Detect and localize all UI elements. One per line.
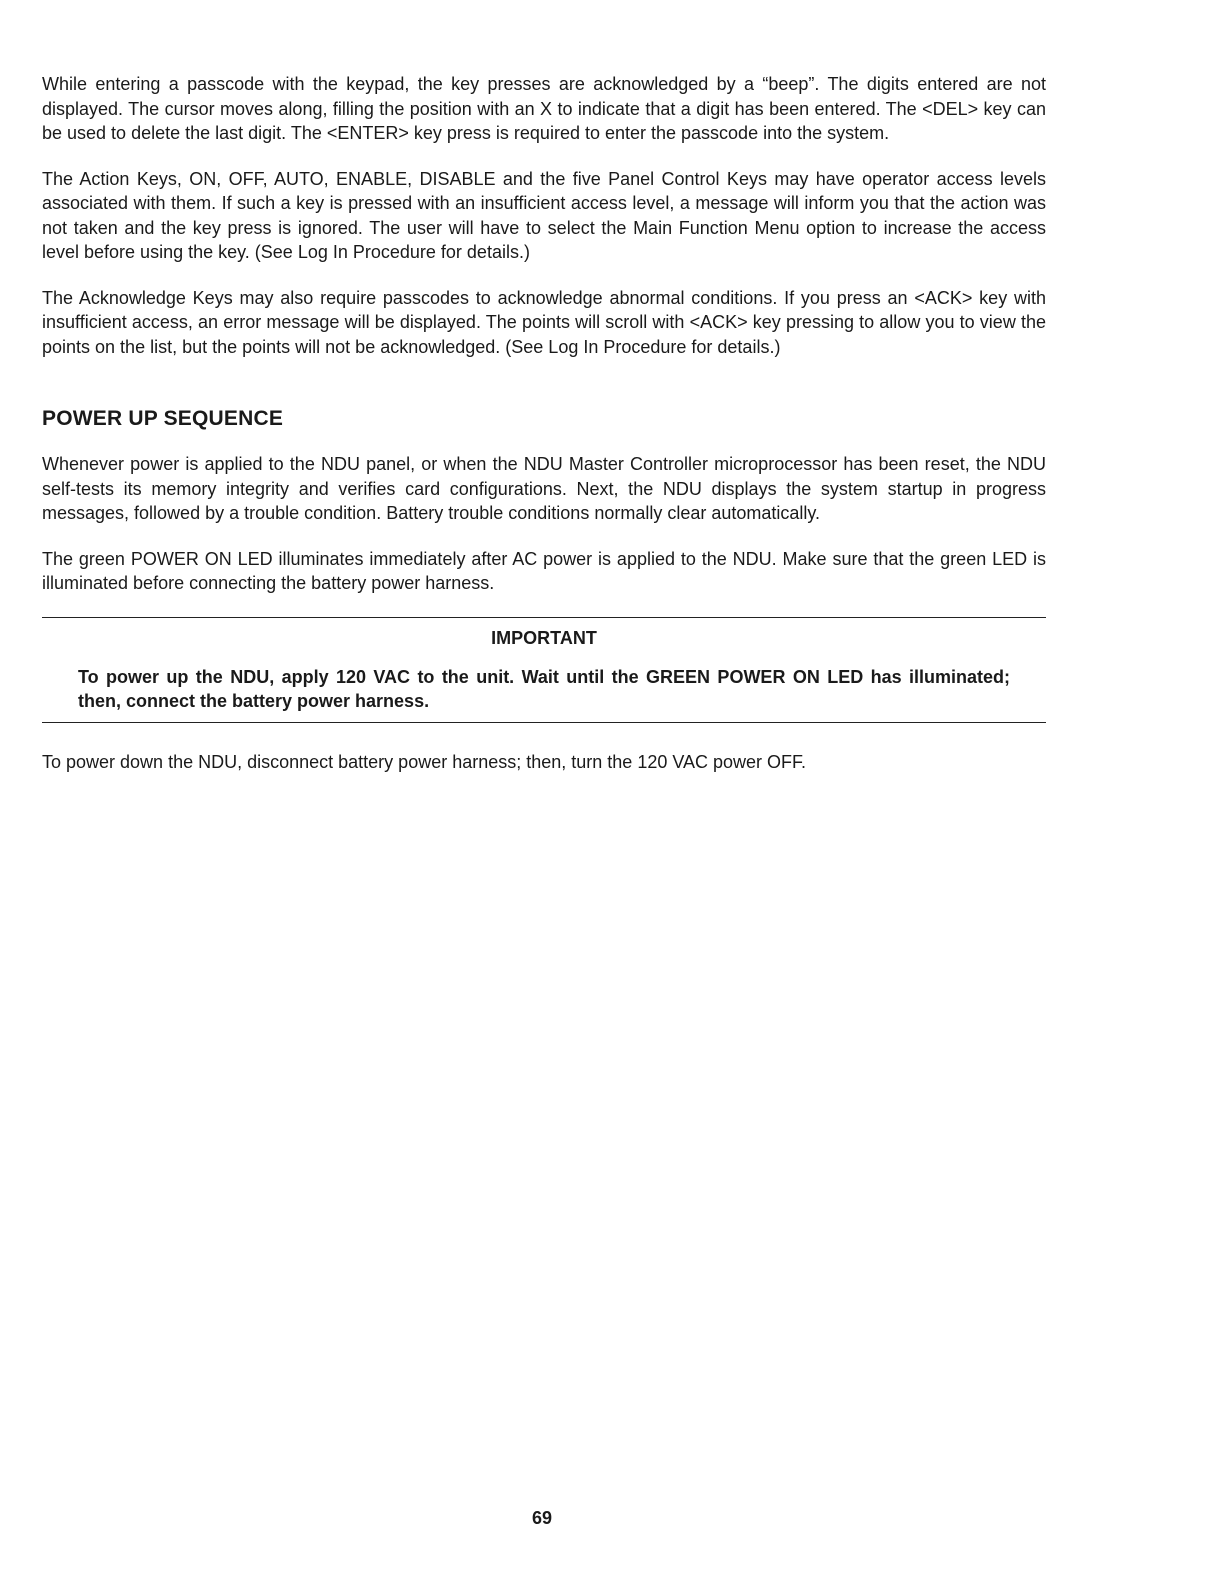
power-up-heading: POWER UP SEQUENCE	[42, 407, 284, 430]
page-number: 69	[531, 1508, 553, 1528]
important-notice	[42, 617, 1046, 723]
important-title: IMPORTANT	[491, 627, 597, 648]
document-page	[42, 72, 1046, 774]
acknowledge-keys-paragraph: The Acknowledge Keys may also require passcodes to acknowledge abnormal conditions. If you press an <ACK> key with insufficient access, an error message will be displayed. The points will scroll with <ACK> key pressing to allow you to view the points on the list, but the points will not be acknowledged. (See Log In Procedure for details.)	[42, 287, 1046, 357]
action-keys-paragraph: The Action Keys, ON, OFF, AUTO, ENABLE, DISABLE and the five Panel Control Keys may have operator access levels associated with them. If such a key is pressed with an insufficient access level, a message will inform you that the action was not taken and the key press is ignored. The user will have to select the Main Function Menu option to increase the access level before using the key. (See Log In Procedure for details.)	[42, 168, 1046, 262]
passcode-entry-paragraph: While entering a passcode with the keypad, the key presses are acknowledged by a “beep”. The digits entered are not displayed. The cursor moves along, filling the position with an X to indicate that a digit has been entered. The <DEL> key can be used to delete the last digit. The <ENTER> key press is required to enter the passcode into the system.	[42, 74, 1046, 143]
power-down-paragraph: To power down the NDU, disconnect battery power harness; then, turn the 120 VAC power OFF.	[42, 751, 807, 772]
power-up-paragraph: Whenever power is applied to the NDU panel, or when the NDU Master Controller microprocessor has been reset, the NDU self-tests its memory integrity and verifies card configurations. Next, the NDU displays the system startup in progress messages, followed by a trouble condition. Battery trouble conditions normally clear automatically.	[42, 454, 1046, 523]
power-led-paragraph: The green POWER ON LED illuminates immediately after AC power is applied to the NDU. Make sure that the green LED is illuminated before connecting the battery power harness.	[42, 548, 1046, 593]
important-text: To power up the NDU, apply 120 VAC to the unit. Wait until the GREEN POWER ON LED has illuminated; then, connect the battery power harness.	[78, 666, 1010, 711]
